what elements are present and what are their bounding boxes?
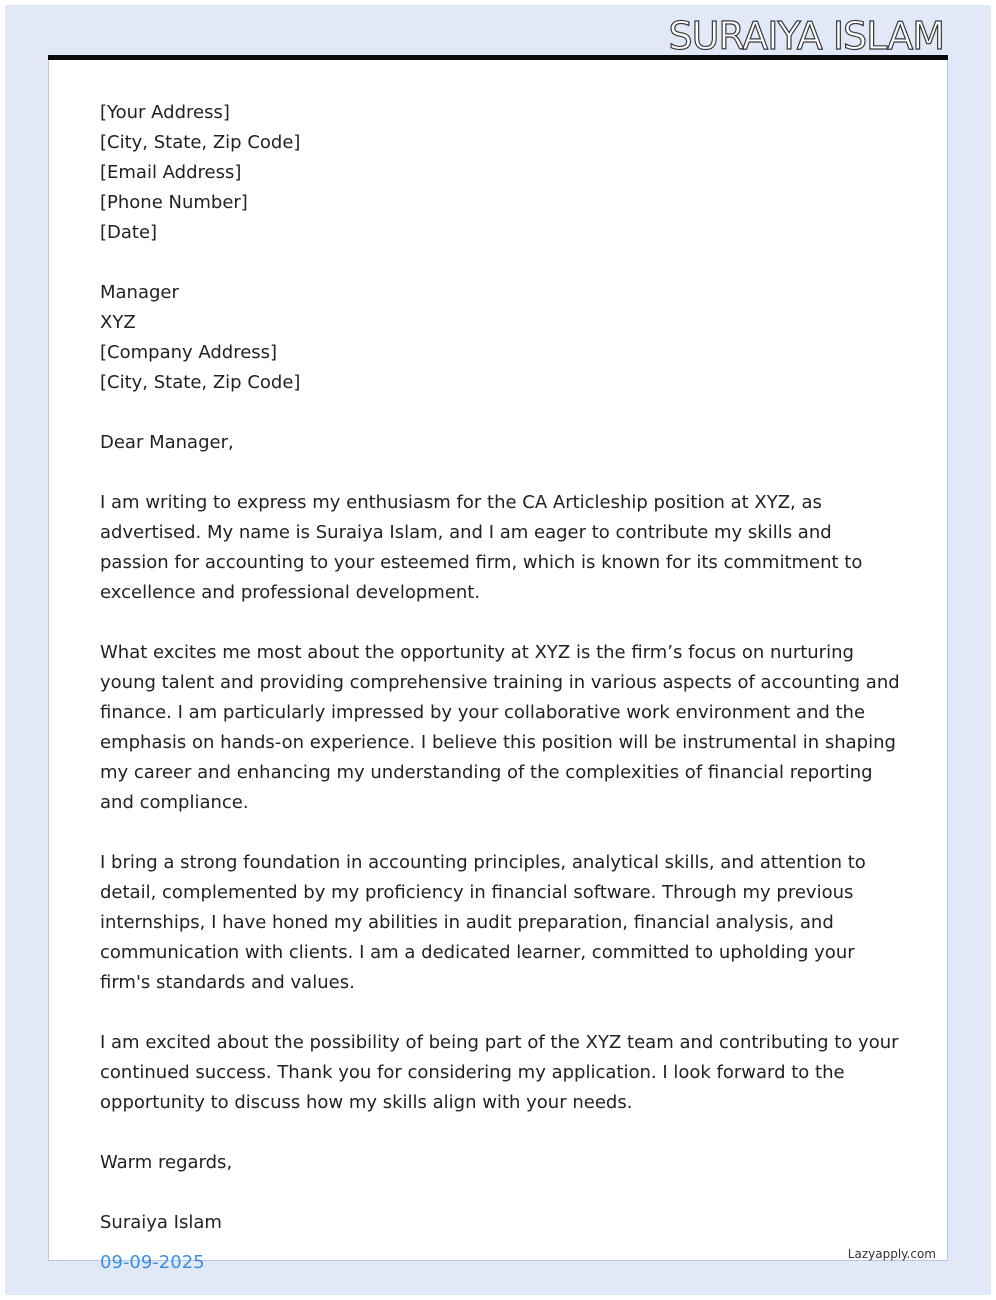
brand-watermark: Lazyapply.com xyxy=(847,1247,936,1261)
signature: Suraiya Islam xyxy=(100,1212,222,1233)
sender-block xyxy=(100,98,900,248)
body-paragraph-3: I bring a strong foundation in accounting principles, analytical skills, and attention to detail, complemented by my proficiency in financial software. Through my previous internships, I have honed my abilities in audit preparation, financial analysis, and communication with clients. I am a dedicated learner, committed to upholding your firm's standards and values. xyxy=(100,852,866,993)
cover-letter xyxy=(100,98,900,1238)
recipient-company-address: [Company Address] xyxy=(100,342,278,363)
sender-date: [Date] xyxy=(100,222,158,243)
recipient-city-state-zip: [City, State, Zip Code] xyxy=(100,372,301,393)
sender-email: [Email Address] xyxy=(100,162,242,183)
body-paragraph-2: What excites me most about the opportunity at XYZ is the firm’s focus on nurturing young talent and providing comprehensive training in various aspects of accounting and finance. I am particularly impressed by your collaborative work environment and the emphasis on hands-on experience. I believe this position will be instrumental in shaping my career and enhancing my understanding of the complexities of financial reporting and compliance. xyxy=(100,642,900,813)
salutation: Dear Manager, xyxy=(100,432,234,453)
closing: Warm regards, xyxy=(100,1152,233,1173)
sender-phone: [Phone Number] xyxy=(100,192,248,213)
body-paragraph-1: I am writing to express my enthusiasm for the CA Articleship position at XYZ, as advertised. My name is Suraiya Islam, and I am eager to contribute my skills and passion for accounting to your esteemed firm, which is known for its commitment to excellence and professional development. xyxy=(100,492,863,603)
recipient-title: Manager xyxy=(100,282,179,303)
applicant-name-header: SURAIYA ISLAM xyxy=(668,14,944,58)
recipient-block xyxy=(100,278,900,398)
body-paragraph-4: I am excited about the possibility of being part of the XYZ team and contributing to your continued success. Thank you for considering my application. I look forward to the opportunity to discuss how my skills align with your needs. xyxy=(100,1032,899,1113)
footer-date: 09-09-2025 xyxy=(100,1252,205,1273)
sender-address: [Your Address] xyxy=(100,102,230,123)
sender-city-state-zip: [City, State, Zip Code] xyxy=(100,132,301,153)
recipient-company: XYZ xyxy=(100,312,136,333)
